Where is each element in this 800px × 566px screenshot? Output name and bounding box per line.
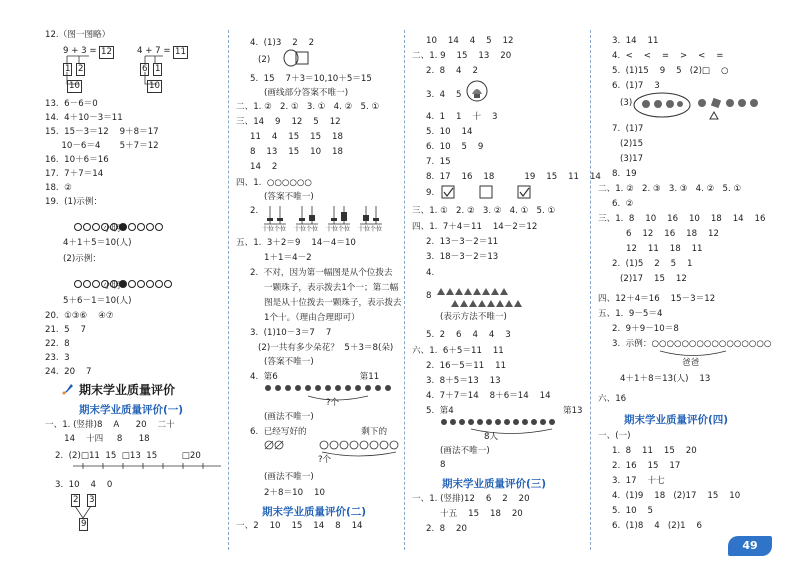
c3-l26: 一、1. (竖排)12 6 2 20 xyxy=(412,494,530,504)
section-title: 期末学业质量评价 xyxy=(79,383,176,397)
s1-q3: 3. 10 4 0 xyxy=(55,480,113,490)
q18: 18. ② xyxy=(45,183,72,193)
checkbox-icons xyxy=(442,185,532,199)
q12-eq-b: 4 + 7 = xyxy=(137,46,171,56)
c4-l11: 6. ② xyxy=(612,199,634,209)
q12-leaf-a2: 2 xyxy=(78,64,84,74)
column-divider-2 xyxy=(404,30,405,550)
q19-label-1: 小明 xyxy=(103,224,121,234)
s1-q3-n1: 2 xyxy=(73,495,79,505)
s1-q3-n2: 3 xyxy=(89,495,95,505)
c2-l19: 3. (1)10－3＝7 7 xyxy=(250,328,332,338)
c4-l25: 1. 8 11 15 20 xyxy=(612,446,697,456)
c4-l27: 3. 17 十七 xyxy=(612,476,665,486)
c3-l27: 十五 15 18 20 xyxy=(440,509,523,519)
c4-l21: 爸爸 xyxy=(682,358,700,368)
c2-l21: (答案不唯一) xyxy=(264,357,314,367)
q17: 17. 7＋7＝14 xyxy=(45,169,104,179)
c2-l18: 1个十。（理由合理即可） xyxy=(264,313,360,323)
c2-l17: 图是从十位拨去一颗珠子，表示拨去 xyxy=(264,298,402,308)
c2-l1: 4. (1)3 2 2 xyxy=(250,38,315,48)
c3-q5-people-row xyxy=(440,418,580,438)
c2-l3: 5. 15 7＋3＝10,10＋5＝15 xyxy=(250,74,372,84)
q19-eq-2: 5＋6－1＝10(人) xyxy=(63,296,132,306)
abacus-label-4: 十位个位 xyxy=(358,226,383,233)
c4-l7: (2)15 xyxy=(620,139,644,149)
c4-l2: 4. < < = > < = xyxy=(612,51,724,61)
c2-l9: 14 2 xyxy=(250,162,278,172)
c4-l12: 三、1. 8 10 16 10 18 14 16 xyxy=(598,214,766,224)
c2-l26: ?个 xyxy=(318,455,332,465)
column-3 xyxy=(412,0,601,566)
c3-l16: (表示方法不唯一) xyxy=(440,312,507,322)
c3-l4: 3. 4 5 xyxy=(426,90,462,100)
c3-l25: 8 xyxy=(440,460,446,470)
c3-l22: 5. 第4 第13 xyxy=(426,406,583,416)
c2-q6-circles xyxy=(264,440,404,460)
c4-l15: 2. (1)5 2 5 1 xyxy=(612,259,693,269)
q19-part2: (2)示例： xyxy=(63,254,101,264)
s1-q1: 一、1. (竖排)8 A 20 二十 xyxy=(45,420,175,430)
c4-l29: 5. 10 5 xyxy=(612,506,653,516)
c3-l10: 9. xyxy=(426,188,435,198)
c4-l18: 五、1. 9－5＝4 xyxy=(598,309,663,319)
c3-l28: 2. 8 20 xyxy=(426,524,467,534)
c3-l2: 二、1. 9 15 13 20 xyxy=(412,51,512,61)
subsection-3-title: 期末学业质量评价(三) xyxy=(442,478,547,490)
c4-l3: 5. (1)15 9 5 (2)□ ○ xyxy=(612,66,729,76)
c3-l19: 2. 16－5＝11 11 xyxy=(426,361,507,371)
c2-l16: 一颗珠子，表示拨去1个一；第二幅 xyxy=(264,283,399,293)
column-divider-1 xyxy=(228,30,229,550)
q20: 20. ①③⑥ ④⑦ xyxy=(45,311,114,321)
c3-l9: 8. 17 16 18 19 15 11 14 xyxy=(426,172,601,182)
column-1 xyxy=(45,0,225,566)
c4-l6: 7. (1)7 xyxy=(612,124,644,134)
c4-l14: 12 11 18 11 xyxy=(626,244,703,254)
abacus-label-2: 十位个位 xyxy=(294,226,319,233)
c3-l12: 四、1. 7＋4＝11 14－2＝12 xyxy=(412,222,538,232)
q12-eq-a: 9 + 3 = xyxy=(63,46,97,56)
q14: 14. 4＋10－3＝11 xyxy=(45,113,123,123)
c3-l3: 2. 8 4 2 xyxy=(426,66,478,76)
c2-l12: 2. xyxy=(250,206,259,216)
q15-line2: 10－6＝4 5＋7＝12 xyxy=(45,141,159,151)
cylinder-icon xyxy=(282,48,310,68)
c3-l17: 5. 2 6 4 4 3 xyxy=(426,330,511,340)
c2-l5: 二、1. ② 2. ① 3. ① 4. ② 5. ① xyxy=(236,102,380,112)
number-line xyxy=(73,462,223,470)
c2-l28: 2＋8＝10 10 xyxy=(264,488,325,498)
c2-l23: ?个 xyxy=(326,398,340,408)
subsection-1-title: 期末学业质量评价(一) xyxy=(79,404,184,416)
q19: 19. (1)示例： xyxy=(45,197,103,207)
q12-leaf-b1: 6 xyxy=(142,64,148,74)
c2-l14: 1＋1＝4－2 xyxy=(264,253,312,263)
c4-l23: 六、16 xyxy=(598,394,627,404)
c2-l24: (画法不唯一) xyxy=(264,412,314,422)
c4-l26: 2. 16 15 17 xyxy=(612,461,681,471)
c4-l16: (2)17 15 12 xyxy=(620,274,687,284)
q12-leaf-b3: 10 xyxy=(149,81,160,91)
q12-leaf-a1: 1 xyxy=(65,64,71,74)
s1-q3-n3: 9 xyxy=(81,519,87,529)
column-divider-3 xyxy=(590,30,591,550)
c2-l22: 4. 第6 第11 xyxy=(250,372,380,382)
c4-l8: (3)17 xyxy=(620,154,644,164)
c4-l19: 2. 9＋9－10＝8 xyxy=(612,324,679,334)
c3-l21: 4. 7＋7＝14 8＋6＝14 14 xyxy=(426,391,551,401)
q24: 24. 20 7 xyxy=(45,367,92,377)
c3-l13: 2. 13－3－2＝11 xyxy=(426,237,499,247)
c2-l4: (画线部分答案不唯一) xyxy=(264,88,349,98)
q12-leaf-b2: 1 xyxy=(155,64,161,74)
c4-l17: 四、12＋4＝16 15－3＝12 xyxy=(598,294,716,304)
page-number-badge: 49 xyxy=(728,536,772,556)
c3-l1: 10 14 4 5 12 xyxy=(426,36,514,46)
q15-line1: 15. 15－3＝12 9＋8＝17 xyxy=(45,127,159,137)
subsection-4-title: 期末学业质量评价(四) xyxy=(624,414,729,426)
c3-l6: 5. 10 14 xyxy=(426,127,473,137)
c4-l10: 二、1. ② 2. ③ 3. ③ 4. ② 5. ① xyxy=(598,184,742,194)
q16: 16. 10＋6＝16 xyxy=(45,155,109,165)
q22: 22. 8 xyxy=(45,339,70,349)
c3-l15: 4. xyxy=(426,268,435,278)
c4-l28: 4. (1)9 18 (2)17 15 10 xyxy=(612,491,741,501)
q19-label-2: 小明 xyxy=(103,281,121,291)
c2-l27: (画法不唯一) xyxy=(264,472,314,482)
c2-l10: 四、1. ○○○○○○ xyxy=(236,178,312,188)
c2-l15: 2. 不对，因为第一幅图是从个位拨去 xyxy=(250,268,393,278)
c4-l5: (3) xyxy=(620,98,633,108)
subsection-2-title: 期末学业质量评价(二) xyxy=(262,506,367,518)
c3-l8: 7. 15 xyxy=(426,157,451,167)
c2-l6: 三、14 9 12 5 12 xyxy=(236,117,341,127)
c2-l11: (答案不唯一) xyxy=(264,192,314,202)
rocket-icon xyxy=(61,382,75,396)
q13: 13. 6－6＝0 xyxy=(45,99,98,109)
c2-l13: 五、1. 3＋2＝9 14－4＝10 xyxy=(236,238,356,248)
abacus-label-1: 十位个位 xyxy=(262,226,287,233)
c4-l9: 8. 19 xyxy=(612,169,637,179)
c4-l13: 6 12 16 18 12 xyxy=(626,229,719,239)
c2-l2: (2) xyxy=(258,55,271,65)
s1-q1b: 14 十四 8 18 xyxy=(45,434,150,444)
q19-eq-1: 4＋1＋5＝10(人) xyxy=(63,238,132,248)
q12-leaf-a3: 10 xyxy=(69,81,80,91)
abacus-label-3: 十位个位 xyxy=(326,226,351,233)
c3-l23: 8人 xyxy=(484,432,499,442)
c3-l20: 3. 8＋5＝13 13 xyxy=(426,376,501,386)
c4-l30: 6. (1)8 4 (2)1 6 xyxy=(612,521,702,531)
c4-l22: 4＋1＋8＝13(人) 13 xyxy=(620,374,711,384)
c3-l11: 三、1. ① 2. ② 3. ② 4. ① 5. ① xyxy=(412,206,556,216)
c3-l14: 3. 18－3－2＝13 xyxy=(426,252,499,262)
plant-icon xyxy=(466,80,488,102)
c2-l29: 一、2 10 15 14 8 14 xyxy=(236,521,363,531)
c3-l5: 4. 1 1 十 3 xyxy=(426,112,498,122)
c2-l20: (2)一共有多少朵花？ 5＋3＝8(朵) xyxy=(258,343,394,353)
c4-l20: 3. 示例：○○○○○○○○○○○○○○○○ xyxy=(612,339,772,349)
c4-l4: 6. (1)7 3 xyxy=(612,81,660,91)
c2-l8: 8 13 15 10 18 xyxy=(250,147,343,157)
column-4 xyxy=(598,0,788,566)
q12-box-b: 11 xyxy=(175,47,186,57)
c3-l24: (画法不唯一) xyxy=(440,446,490,456)
c4-l24: 一、(一) xyxy=(598,431,631,441)
c3-l18: 六、1. 6＋5＝11 11 xyxy=(412,346,504,356)
c3-l15-n: 8 xyxy=(426,291,432,301)
s1-q2: 2. (2)□11 15 □13 15 □20 xyxy=(55,451,201,461)
c3-l7: 6. 10 5 9 xyxy=(426,142,484,152)
column-2 xyxy=(236,0,406,566)
q23: 23. 3 xyxy=(45,353,70,363)
food-icons-group xyxy=(632,92,762,122)
q21: 21. 5 7 xyxy=(45,325,86,335)
q12-box-a: 12 xyxy=(101,47,112,57)
c4-l1: 3. 14 11 xyxy=(612,36,659,46)
c2-l7: 11 4 15 15 18 xyxy=(250,132,343,142)
q12: 12.（图一图略） xyxy=(45,30,111,40)
c2-l25: 6. 已经写好的 剩下的 xyxy=(250,427,388,437)
